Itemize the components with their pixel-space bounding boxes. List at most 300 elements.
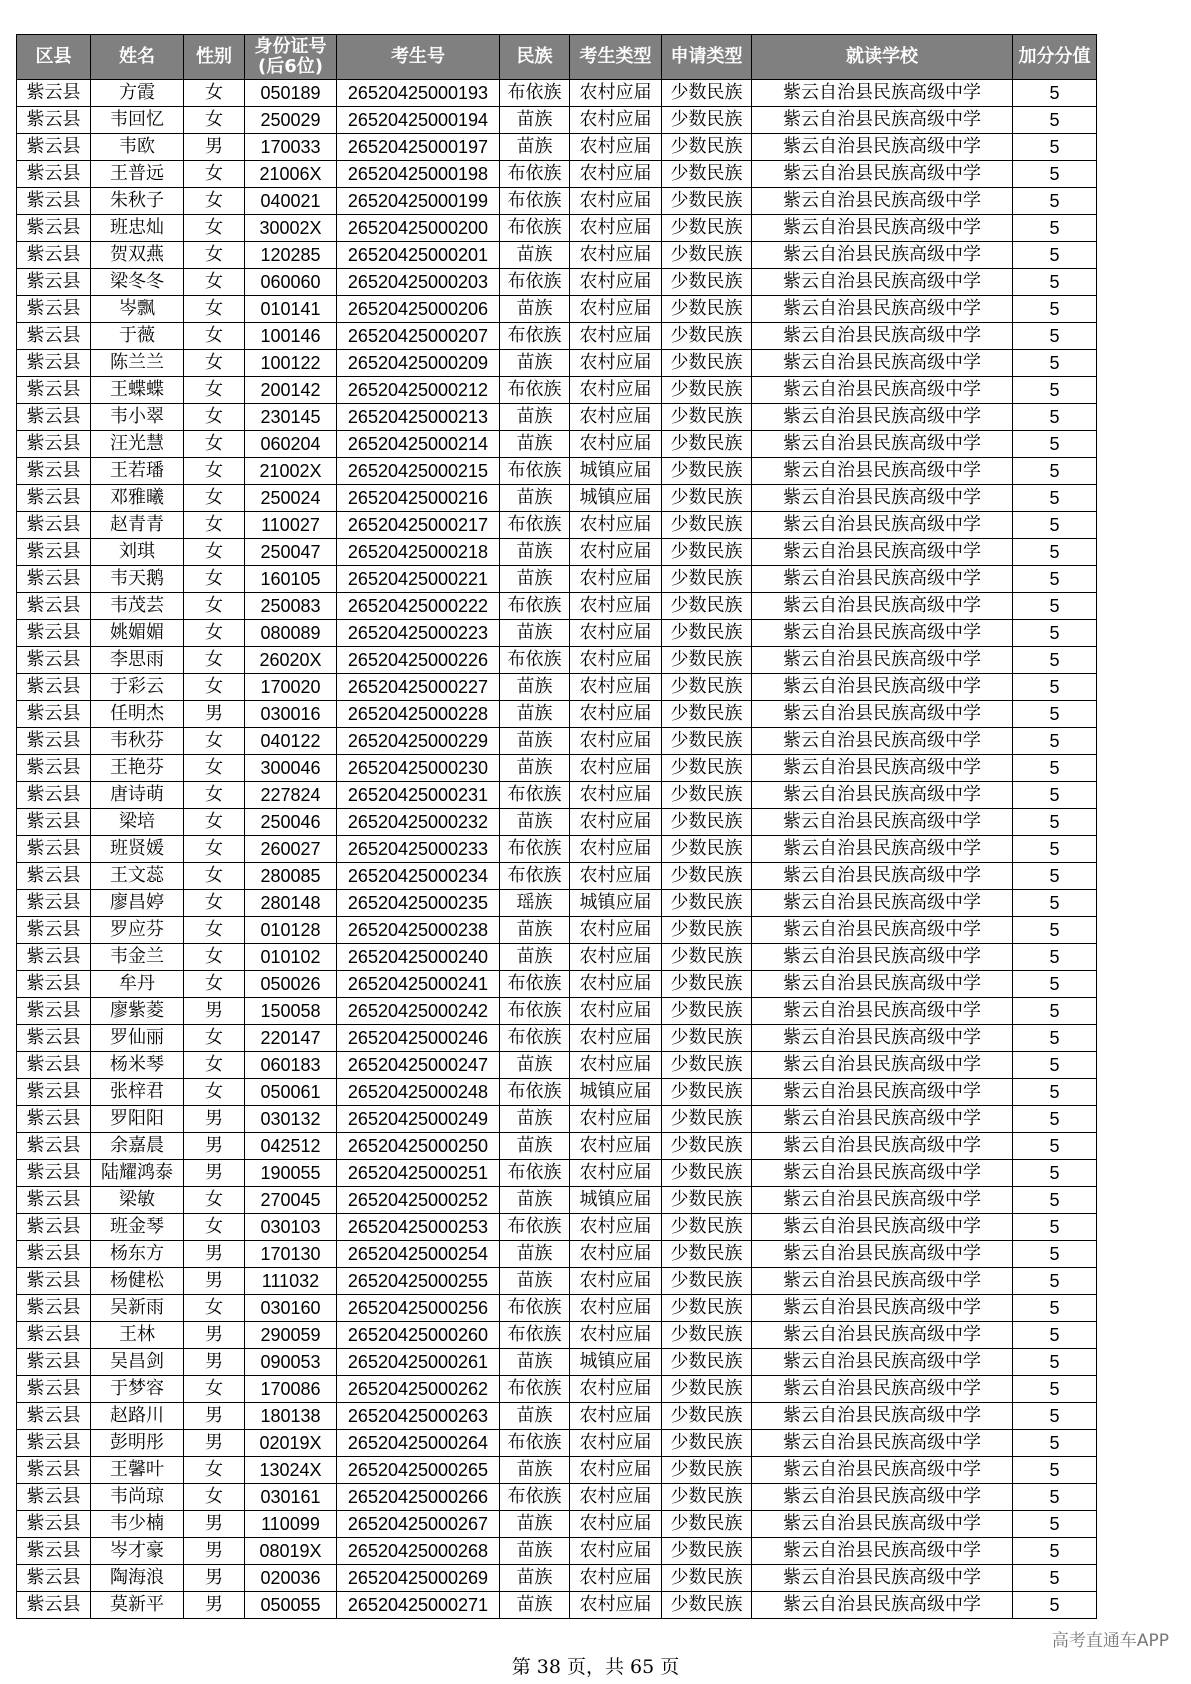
table-cell: 布依族 xyxy=(500,1322,570,1349)
table-cell: 5 xyxy=(1013,1268,1097,1295)
table-cell: 于薇 xyxy=(91,323,184,350)
table-cell: 少数民族 xyxy=(662,809,752,836)
table-cell: 26520425000230 xyxy=(337,755,500,782)
table-cell: 5 xyxy=(1013,917,1097,944)
table-cell: 农村应届 xyxy=(570,431,662,458)
table-cell: 紫云自治县民族高级中学 xyxy=(752,1079,1013,1106)
table-row xyxy=(17,1187,1097,1214)
table-cell: 少数民族 xyxy=(662,161,752,188)
table-cell: 瑶族 xyxy=(500,890,570,917)
table-row xyxy=(17,1079,1097,1106)
table-cell: 紫云自治县民族高级中学 xyxy=(752,215,1013,242)
table-cell: 农村应届 xyxy=(570,755,662,782)
table-cell: 女 xyxy=(184,1052,245,1079)
table-cell: 5 xyxy=(1013,890,1097,917)
table-cell: 26520425000235 xyxy=(337,890,500,917)
table-cell: 紫云自治县民族高级中学 xyxy=(752,647,1013,674)
table-cell: 050055 xyxy=(245,1592,337,1619)
table-cell: 农村应届 xyxy=(570,1592,662,1619)
table-row xyxy=(17,485,1097,512)
table-cell: 010141 xyxy=(245,296,337,323)
table-cell: 紫云县 xyxy=(17,566,91,593)
table-cell: 苗族 xyxy=(500,620,570,647)
table-cell: 苗族 xyxy=(500,1403,570,1430)
table-cell: 150058 xyxy=(245,998,337,1025)
table-cell: 5 xyxy=(1013,1079,1097,1106)
table-cell: 060204 xyxy=(245,431,337,458)
table-cell: 紫云县 xyxy=(17,1376,91,1403)
table-row xyxy=(17,944,1097,971)
table-cell: 040021 xyxy=(245,188,337,215)
table-cell: 城镇应届 xyxy=(570,458,662,485)
table-cell: 5 xyxy=(1013,782,1097,809)
table-cell: 苗族 xyxy=(500,755,570,782)
table-cell: 5 xyxy=(1013,323,1097,350)
table-cell: 女 xyxy=(184,404,245,431)
table-cell: 男 xyxy=(184,998,245,1025)
table-cell: 26520425000199 xyxy=(337,188,500,215)
table-cell: 300046 xyxy=(245,755,337,782)
table-cell: 少数民族 xyxy=(662,1079,752,1106)
table-cell: 布依族 xyxy=(500,593,570,620)
table-row xyxy=(17,1214,1097,1241)
table-cell: 5 xyxy=(1013,539,1097,566)
table-cell: 26520425000233 xyxy=(337,836,500,863)
table-cell: 少数民族 xyxy=(662,269,752,296)
table-cell: 陈兰兰 xyxy=(91,350,184,377)
table-cell: 女 xyxy=(184,1295,245,1322)
table-cell: 250024 xyxy=(245,485,337,512)
table-cell: 少数民族 xyxy=(662,998,752,1025)
table-cell: 180138 xyxy=(245,1403,337,1430)
table-cell: 王蝶蝶 xyxy=(91,377,184,404)
table-cell: 26520425000229 xyxy=(337,728,500,755)
table-cell: 贺双燕 xyxy=(91,242,184,269)
table-cell: 少数民族 xyxy=(662,890,752,917)
table-cell: 女 xyxy=(184,674,245,701)
table-cell: 少数民族 xyxy=(662,323,752,350)
table-cell: 紫云自治县民族高级中学 xyxy=(752,458,1013,485)
table-cell: 230145 xyxy=(245,404,337,431)
table-cell: 5 xyxy=(1013,1592,1097,1619)
table-cell: 廖紫菱 xyxy=(91,998,184,1025)
table-row xyxy=(17,593,1097,620)
candidate-table xyxy=(16,34,1097,1619)
table-cell: 紫云自治县民族高级中学 xyxy=(752,1268,1013,1295)
table-cell: 少数民族 xyxy=(662,1133,752,1160)
table-cell: 邓雅曦 xyxy=(91,485,184,512)
table-cell: 26520425000221 xyxy=(337,566,500,593)
table-cell: 布依族 xyxy=(500,215,570,242)
table-cell: 26520425000203 xyxy=(337,269,500,296)
table-cell: 5 xyxy=(1013,242,1097,269)
table-cell: 紫云县 xyxy=(17,1511,91,1538)
table-row xyxy=(17,674,1097,701)
table-cell: 26520425000265 xyxy=(337,1457,500,1484)
table-cell: 农村应届 xyxy=(570,188,662,215)
table-row xyxy=(17,1241,1097,1268)
table-cell: 5 xyxy=(1013,701,1097,728)
table-cell: 5 xyxy=(1013,350,1097,377)
table-cell: 紫云县 xyxy=(17,485,91,512)
table-cell: 紫云县 xyxy=(17,161,91,188)
table-cell: 岑飘 xyxy=(91,296,184,323)
table-cell: 26520425000226 xyxy=(337,647,500,674)
table-cell: 苗族 xyxy=(500,728,570,755)
table-cell: 梁培 xyxy=(91,809,184,836)
table-cell: 苗族 xyxy=(500,431,570,458)
table-cell: 紫云县 xyxy=(17,917,91,944)
table-cell: 050026 xyxy=(245,971,337,998)
table-cell: 030103 xyxy=(245,1214,337,1241)
table-cell: 26520425000247 xyxy=(337,1052,500,1079)
table-cell: 26520425000240 xyxy=(337,944,500,971)
table-cell: 王林 xyxy=(91,1322,184,1349)
table-row xyxy=(17,377,1097,404)
table-cell: 紫云自治县民族高级中学 xyxy=(752,1592,1013,1619)
table-cell: 紫云县 xyxy=(17,701,91,728)
table-cell: 紫云县 xyxy=(17,1349,91,1376)
table-cell: 女 xyxy=(184,1376,245,1403)
table-cell: 城镇应届 xyxy=(570,1349,662,1376)
table-cell: 女 xyxy=(184,485,245,512)
table-cell: 5 xyxy=(1013,1052,1097,1079)
table-cell: 010128 xyxy=(245,917,337,944)
table-cell: 农村应届 xyxy=(570,161,662,188)
table-cell: 紫云县 xyxy=(17,323,91,350)
table-cell: 紫云自治县民族高级中学 xyxy=(752,296,1013,323)
table-cell: 布依族 xyxy=(500,1025,570,1052)
table-cell: 农村应届 xyxy=(570,1214,662,1241)
table-cell: 26520425000254 xyxy=(337,1241,500,1268)
table-cell: 男 xyxy=(184,1430,245,1457)
table-cell: 农村应届 xyxy=(570,1565,662,1592)
table-cell: 少数民族 xyxy=(662,593,752,620)
table-cell: 26520425000213 xyxy=(337,404,500,431)
table-cell: 紫云县 xyxy=(17,1214,91,1241)
table-cell: 王若璠 xyxy=(91,458,184,485)
table-cell: 26520425000242 xyxy=(337,998,500,1025)
table-cell: 26520425000238 xyxy=(337,917,500,944)
table-cell: 布依族 xyxy=(500,1484,570,1511)
table-cell: 少数民族 xyxy=(662,1592,752,1619)
table-row xyxy=(17,1322,1097,1349)
table-cell: 少数民族 xyxy=(662,647,752,674)
table-cell: 女 xyxy=(184,1079,245,1106)
table-cell: 班忠灿 xyxy=(91,215,184,242)
table-cell: 女 xyxy=(184,917,245,944)
table-cell: 080089 xyxy=(245,620,337,647)
table-cell: 紫云县 xyxy=(17,1241,91,1268)
table-cell: 赵路川 xyxy=(91,1403,184,1430)
table-cell: 少数民族 xyxy=(662,836,752,863)
table-cell: 少数民族 xyxy=(662,512,752,539)
table-cell: 女 xyxy=(184,566,245,593)
table-cell: 女 xyxy=(184,971,245,998)
table-cell: 26520425000194 xyxy=(337,107,500,134)
table-cell: 布依族 xyxy=(500,1430,570,1457)
table-cell: 170130 xyxy=(245,1241,337,1268)
table-cell: 布依族 xyxy=(500,782,570,809)
table-cell: 紫云县 xyxy=(17,107,91,134)
table-cell: 紫云自治县民族高级中学 xyxy=(752,1565,1013,1592)
table-cell: 少数民族 xyxy=(662,404,752,431)
table-cell: 5 xyxy=(1013,1484,1097,1511)
table-cell: 26520425000216 xyxy=(337,485,500,512)
table-cell: 男 xyxy=(184,1538,245,1565)
table-cell: 5 xyxy=(1013,809,1097,836)
table-row xyxy=(17,971,1097,998)
table-cell: 少数民族 xyxy=(662,1349,752,1376)
table-cell: 26520425000217 xyxy=(337,512,500,539)
table-cell: 苗族 xyxy=(500,1106,570,1133)
table-cell: 5 xyxy=(1013,269,1097,296)
table-row xyxy=(17,1484,1097,1511)
table-cell: 13024X xyxy=(245,1457,337,1484)
table-cell: 农村应届 xyxy=(570,1268,662,1295)
table-cell: 5 xyxy=(1013,1187,1097,1214)
table-cell: 农村应届 xyxy=(570,1052,662,1079)
table-row xyxy=(17,1133,1097,1160)
table-cell: 紫云自治县民族高级中学 xyxy=(752,863,1013,890)
table-cell: 苗族 xyxy=(500,404,570,431)
table-cell: 090053 xyxy=(245,1349,337,1376)
table-cell: 200142 xyxy=(245,377,337,404)
table-cell: 女 xyxy=(184,836,245,863)
table-cell: 苗族 xyxy=(500,1268,570,1295)
table-cell: 26520425000227 xyxy=(337,674,500,701)
table-cell: 紫云县 xyxy=(17,404,91,431)
table-cell: 少数民族 xyxy=(662,485,752,512)
column-header: 加分分值 xyxy=(1013,35,1097,80)
table-cell: 布依族 xyxy=(500,458,570,485)
table-cell: 紫云自治县民族高级中学 xyxy=(752,485,1013,512)
column-header: 身份证号 (后6位) xyxy=(245,35,337,80)
table-cell: 布依族 xyxy=(500,836,570,863)
table-cell: 王艳芬 xyxy=(91,755,184,782)
table-cell: 紫云县 xyxy=(17,1430,91,1457)
table-cell: 5 xyxy=(1013,215,1097,242)
table-cell: 紫云县 xyxy=(17,1052,91,1079)
table-cell: 女 xyxy=(184,161,245,188)
table-cell: 紫云自治县民族高级中学 xyxy=(752,620,1013,647)
table-cell: 紫云自治县民族高级中学 xyxy=(752,593,1013,620)
table-cell: 050061 xyxy=(245,1079,337,1106)
table-cell: 5 xyxy=(1013,1106,1097,1133)
table-cell: 王普远 xyxy=(91,161,184,188)
table-cell: 少数民族 xyxy=(662,1511,752,1538)
table-cell: 少数民族 xyxy=(662,701,752,728)
table-cell: 26520425000200 xyxy=(337,215,500,242)
table-cell: 26520425000246 xyxy=(337,1025,500,1052)
table-cell: 班金琴 xyxy=(91,1214,184,1241)
table-cell: 苗族 xyxy=(500,1133,570,1160)
table-cell: 农村应届 xyxy=(570,1322,662,1349)
table-cell: 紫云自治县民族高级中学 xyxy=(752,836,1013,863)
table-row xyxy=(17,728,1097,755)
table-cell: 女 xyxy=(184,350,245,377)
table-cell: 女 xyxy=(184,782,245,809)
table-cell: 女 xyxy=(184,512,245,539)
table-cell: 280085 xyxy=(245,863,337,890)
table-cell: 020036 xyxy=(245,1565,337,1592)
table-cell: 26520425000215 xyxy=(337,458,500,485)
table-cell: 5 xyxy=(1013,485,1097,512)
table-cell: 苗族 xyxy=(500,1565,570,1592)
table-cell: 紫云自治县民族高级中学 xyxy=(752,890,1013,917)
table-cell: 26520425000222 xyxy=(337,593,500,620)
table-cell: 紫云县 xyxy=(17,998,91,1025)
table-cell: 042512 xyxy=(245,1133,337,1160)
table-cell: 于梦容 xyxy=(91,1376,184,1403)
table-cell: 紫云县 xyxy=(17,593,91,620)
table-cell: 农村应届 xyxy=(570,242,662,269)
column-header: 考生类型 xyxy=(570,35,662,80)
table-cell: 布依族 xyxy=(500,512,570,539)
table-cell: 少数民族 xyxy=(662,107,752,134)
table-cell: 紫云县 xyxy=(17,512,91,539)
table-cell: 26520425000249 xyxy=(337,1106,500,1133)
table-cell: 布依族 xyxy=(500,863,570,890)
table-cell: 莫新平 xyxy=(91,1592,184,1619)
table-cell: 女 xyxy=(184,431,245,458)
table-cell: 苗族 xyxy=(500,242,570,269)
table-cell: 农村应届 xyxy=(570,269,662,296)
table-cell: 女 xyxy=(184,809,245,836)
table-cell: 紫云县 xyxy=(17,1538,91,1565)
table-cell: 紫云县 xyxy=(17,350,91,377)
table-cell: 少数民族 xyxy=(662,431,752,458)
table-cell: 5 xyxy=(1013,836,1097,863)
table-cell: 紫云自治县民族高级中学 xyxy=(752,377,1013,404)
table-cell: 5 xyxy=(1013,80,1097,107)
table-cell: 26520425000267 xyxy=(337,1511,500,1538)
table-row xyxy=(17,1430,1097,1457)
table-cell: 5 xyxy=(1013,1160,1097,1187)
table-cell: 紫云自治县民族高级中学 xyxy=(752,134,1013,161)
table-cell: 紫云自治县民族高级中学 xyxy=(752,917,1013,944)
table-cell: 女 xyxy=(184,458,245,485)
table-cell: 农村应届 xyxy=(570,1295,662,1322)
table-row xyxy=(17,431,1097,458)
table-cell: 060060 xyxy=(245,269,337,296)
table-cell: 紫云自治县民族高级中学 xyxy=(752,512,1013,539)
table-cell: 5 xyxy=(1013,1457,1097,1484)
table-cell: 男 xyxy=(184,701,245,728)
table-cell: 5 xyxy=(1013,1376,1097,1403)
table-cell: 21006X xyxy=(245,161,337,188)
table-row xyxy=(17,1565,1097,1592)
table-cell: 紫云县 xyxy=(17,755,91,782)
table-cell: 罗阳阳 xyxy=(91,1106,184,1133)
table-row xyxy=(17,1511,1097,1538)
app-watermark: 高考直通车APP xyxy=(1051,1631,1169,1651)
column-header: 性别 xyxy=(184,35,245,80)
table-cell: 紫云自治县民族高级中学 xyxy=(752,80,1013,107)
table-cell: 紫云自治县民族高级中学 xyxy=(752,1106,1013,1133)
table-cell: 班贤媛 xyxy=(91,836,184,863)
table-cell: 少数民族 xyxy=(662,1025,752,1052)
table-cell: 苗族 xyxy=(500,809,570,836)
table-cell: 5 xyxy=(1013,1241,1097,1268)
table-cell: 紫云自治县民族高级中学 xyxy=(752,674,1013,701)
table-cell: 紫云县 xyxy=(17,539,91,566)
table-cell: 梁敏 xyxy=(91,1187,184,1214)
table-cell: 26520425000248 xyxy=(337,1079,500,1106)
table-cell: 布依族 xyxy=(500,1079,570,1106)
table-cell: 160105 xyxy=(245,566,337,593)
table-header-row xyxy=(17,35,1097,80)
table-cell: 26520425000207 xyxy=(337,323,500,350)
table-cell: 5 xyxy=(1013,404,1097,431)
table-cell: 5 xyxy=(1013,134,1097,161)
table-cell: 紫云自治县民族高级中学 xyxy=(752,1052,1013,1079)
table-cell: 紫云自治县民族高级中学 xyxy=(752,188,1013,215)
table-cell: 紫云自治县民族高级中学 xyxy=(752,1214,1013,1241)
table-cell: 男 xyxy=(184,1268,245,1295)
table-cell: 农村应届 xyxy=(570,1106,662,1133)
table-cell: 紫云自治县民族高级中学 xyxy=(752,107,1013,134)
table-cell: 26520425000218 xyxy=(337,539,500,566)
table-cell: 26520425000198 xyxy=(337,161,500,188)
table-cell: 农村应届 xyxy=(570,809,662,836)
table-cell: 190055 xyxy=(245,1160,337,1187)
table-cell: 26520425000256 xyxy=(337,1295,500,1322)
table-cell: 王馨叶 xyxy=(91,1457,184,1484)
table-cell: 紫云自治县民族高级中学 xyxy=(752,998,1013,1025)
table-cell: 农村应届 xyxy=(570,1511,662,1538)
table-cell: 城镇应届 xyxy=(570,1187,662,1214)
table-row xyxy=(17,917,1097,944)
table-cell: 女 xyxy=(184,890,245,917)
table-cell: 紫云县 xyxy=(17,809,91,836)
table-cell: 农村应届 xyxy=(570,728,662,755)
table-cell: 少数民族 xyxy=(662,1241,752,1268)
table-row xyxy=(17,269,1097,296)
table-cell: 紫云县 xyxy=(17,1322,91,1349)
table-cell: 5 xyxy=(1013,566,1097,593)
table-cell: 5 xyxy=(1013,728,1097,755)
table-cell: 农村应届 xyxy=(570,1025,662,1052)
table-cell: 26520425000250 xyxy=(337,1133,500,1160)
table-cell: 少数民族 xyxy=(662,944,752,971)
table-cell: 苗族 xyxy=(500,107,570,134)
table-cell: 少数民族 xyxy=(662,1160,752,1187)
table-cell: 紫云县 xyxy=(17,1106,91,1133)
table-cell: 紫云自治县民族高级中学 xyxy=(752,323,1013,350)
table-cell: 陶海浪 xyxy=(91,1565,184,1592)
table-cell: 紫云县 xyxy=(17,620,91,647)
table-cell: 韦天鹅 xyxy=(91,566,184,593)
table-cell: 260027 xyxy=(245,836,337,863)
column-header: 姓名 xyxy=(91,35,184,80)
table-cell: 少数民族 xyxy=(662,539,752,566)
table-cell: 紫云自治县民族高级中学 xyxy=(752,1376,1013,1403)
table-body xyxy=(17,80,1097,1619)
table-cell: 女 xyxy=(184,107,245,134)
table-cell: 杨米琴 xyxy=(91,1052,184,1079)
table-cell: 杨东方 xyxy=(91,1241,184,1268)
table-cell: 030132 xyxy=(245,1106,337,1133)
table-cell: 紫云县 xyxy=(17,134,91,161)
table-cell: 26520425000209 xyxy=(337,350,500,377)
table-row xyxy=(17,161,1097,188)
table-cell: 布依族 xyxy=(500,971,570,998)
table-cell: 紫云自治县民族高级中学 xyxy=(752,1430,1013,1457)
table-cell: 少数民族 xyxy=(662,1106,752,1133)
table-cell: 26520425000193 xyxy=(337,80,500,107)
table-cell: 城镇应届 xyxy=(570,890,662,917)
